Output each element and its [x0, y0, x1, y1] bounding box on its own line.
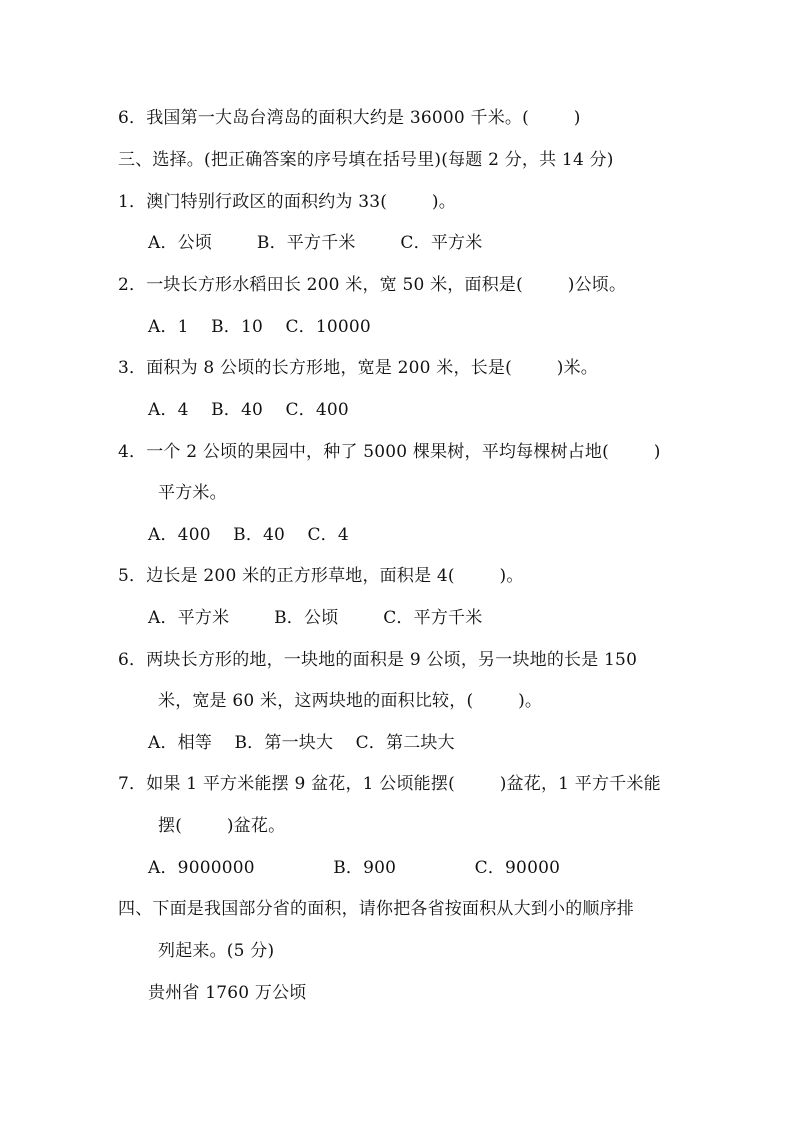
choice-q4-text: 4．一个 2 公顷的果园中，种了 5000 棵果树，平均每棵树占地( ) [118, 442, 661, 462]
question-6-text: 6．我国第一大岛台湾岛的面积大约是 36000 千米。( ) [118, 108, 581, 128]
choice-q7-options: A．9000000 B．900 C．90000 [148, 858, 561, 878]
choice-q3-text: 3．面积为 8 公顷的长方形地，宽是 200 米，长是( )米。 [118, 358, 598, 378]
choice-q1-text: 1．澳门特别行政区的面积约为 33( )。 [118, 192, 456, 212]
choice-q5-text: 5．边长是 200 米的正方形草地，面积是 4( )。 [118, 566, 524, 586]
section-4-heading-cont: 列起来。(5 分) [158, 941, 275, 961]
choice-q6-text: 6．两块长方形的地，一块地的面积是 9 公顷，另一块地的长是 150 [118, 650, 638, 670]
choice-q1-options: A．公顷 B．平方千米 C．平方米 [148, 233, 483, 253]
choice-q2-text: 2．一块长方形水稻田长 200 米，宽 50 米，面积是( )公顷。 [118, 275, 627, 295]
choice-q5-options: A．平方米 B．公顷 C．平方千米 [148, 608, 483, 628]
section-3-heading: 三、选择。(把正确答案的序号填在括号里)(每题 2 分，共 14 分) [118, 150, 614, 170]
choice-q7-text-cont: 摆( )盆花。 [158, 816, 286, 836]
choice-q4-text-cont: 平方米。 [158, 483, 227, 503]
choice-q6-text-cont: 米，宽是 60 米，这两块地的面积比较，( )。 [158, 691, 543, 711]
choice-q6-options: A．相等 B．第一块大 C．第二块大 [148, 733, 455, 753]
choice-q7-text: 7．如果 1 平方米能摆 9 盆花，1 公顷能摆( )盆花，1 平方千米能 [118, 774, 661, 794]
choice-q4-options: A．400 B．40 C．4 [148, 525, 349, 545]
choice-q3-options: A．4 B．40 C．400 [148, 400, 349, 420]
section-4-heading: 四、下面是我国部分省的面积，请你把各省按面积从大到小的顺序排 [118, 899, 634, 919]
province-area-guizhou: 贵州省 1760 万公顷 [148, 983, 307, 1003]
choice-q2-options: A．1 B．10 C．10000 [148, 317, 371, 337]
